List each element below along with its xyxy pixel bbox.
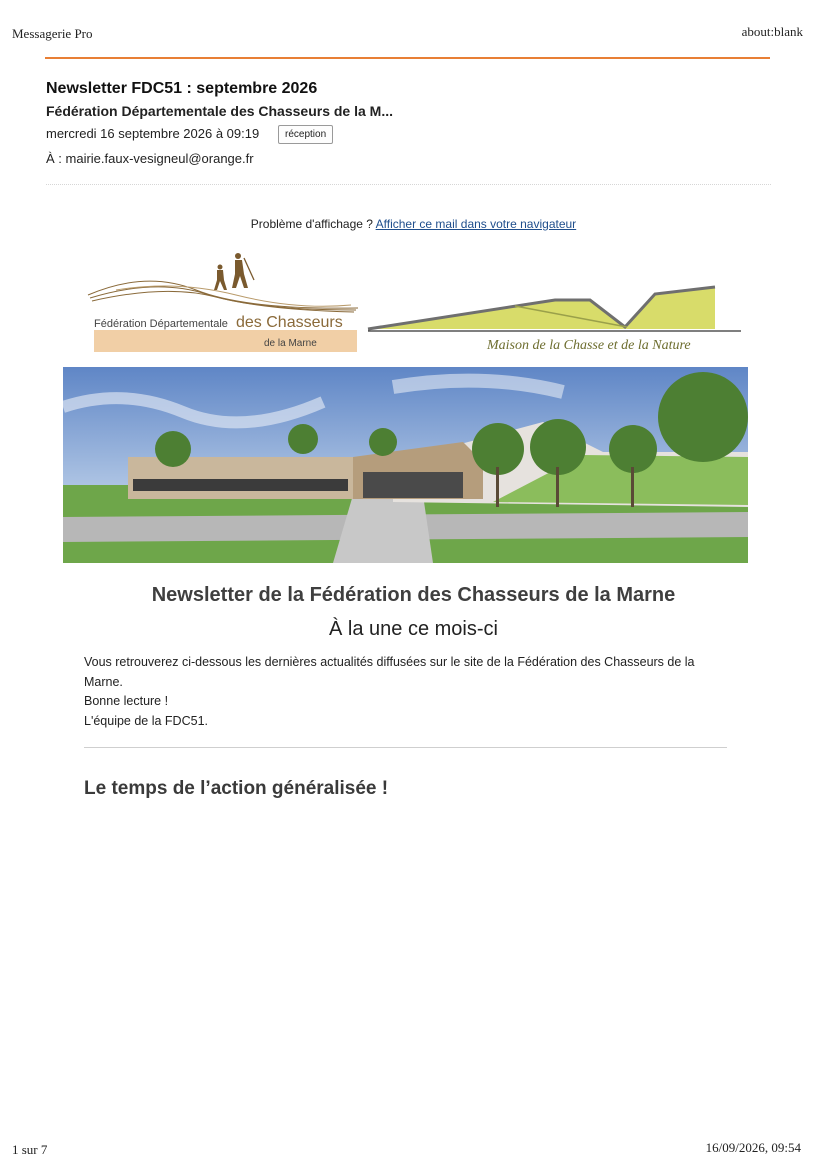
message-subject: Newsletter FDC51 : septembre 2026 <box>46 80 318 97</box>
logo-script-text: Maison de la Chasse et de la Nature <box>487 338 691 353</box>
logo-band <box>94 330 357 352</box>
message-header-separator <box>46 184 771 185</box>
print-footer-page: 1 sur 7 <box>12 1142 48 1157</box>
message-date: mercredi 16 septembre 2026 à 09:19 <box>46 126 260 141</box>
logo-text-emph: des Chasseurs <box>236 314 343 331</box>
print-footer-datetime: 16/09/2026, 09:54 <box>705 1140 801 1155</box>
article-title[interactable]: Le temps de l’action généralisée ! <box>84 778 389 799</box>
hunters-silhouette-icon <box>214 253 254 290</box>
intro-signature: L'équipe de la FDC51. <box>84 713 208 728</box>
banner-building-left <box>128 457 353 499</box>
fdc-logo[interactable] <box>86 250 361 355</box>
newsletter-subtitle: À la une ce mois-ci <box>329 618 498 640</box>
message-recipient: À : mairie.faux-vesigneul@orange.fr <box>46 151 254 166</box>
print-header-title: Messagerie Pro <box>12 26 93 41</box>
intro-paragraph: Vous retrouverez ci-dessous les dernières actualités diffusées sur le site de la Fédération des Chasseurs de la Marne. <box>84 655 695 689</box>
display-problem-line <box>0 217 827 231</box>
section-divider <box>84 747 727 748</box>
view-in-browser-link[interactable]: Afficher ce mail dans votre navigateur <box>375 217 577 231</box>
display-problem-text: Problème d'affichage ? <box>250 217 373 231</box>
message-sender[interactable]: Fédération Départementale des Chasseurs de la M... <box>46 103 394 119</box>
logo-text-line1: Fédération Départementale <box>94 318 228 330</box>
newsletter-title: Newsletter de la Fédération des Chasseurs de la Marne <box>151 584 676 606</box>
logo-text-line2: de la Marne <box>264 338 317 349</box>
building-banner-image[interactable] <box>63 367 748 563</box>
print-header-url: about:blank <box>741 24 803 39</box>
intro-greeting: Bonne lecture ! <box>84 694 169 708</box>
newsletter-intro <box>84 653 724 731</box>
header-divider <box>45 57 770 59</box>
maison-chasse-nature-logo[interactable] <box>365 282 743 354</box>
folder-badge[interactable]: réception <box>278 125 333 144</box>
